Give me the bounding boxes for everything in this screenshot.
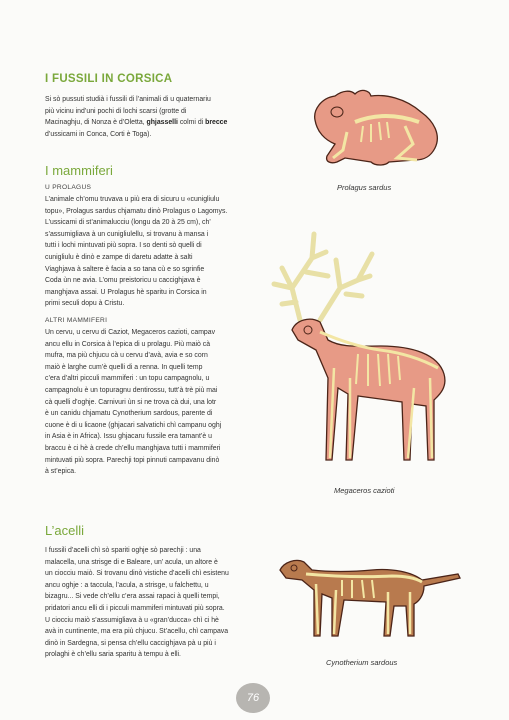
text-line: primi seculi dopu à Cristu. — [45, 300, 125, 308]
text-line: braccu è ci hè à crede ch’ellu manghjava tutti i mammiferi — [45, 444, 221, 452]
text-line: in Asia è in Africa). Issu ghjacaru fussile era tamant’è u — [45, 433, 212, 441]
text-line: maiò è larghe cum’è quelli di a renna. In quelli temp — [45, 363, 203, 371]
paragraph-acelli — [45, 545, 260, 661]
text-line: I fussili d’acelli chì sò spariti oghje sò parechji : una — [45, 547, 201, 554]
heading-mammiferi: I mammiferi — [45, 163, 113, 178]
subheading-altri-mammiferi: ALTRI MAMMIFERI — [45, 317, 108, 324]
text-line: s’assumigliava à un cunigliulellu, si trovanu à mansa i — [45, 230, 209, 238]
text-line: è un canidu chjamatu Cynotherium sardous, parente di — [45, 410, 213, 418]
text-line: Coda ùn ne avia. L’omu preistoricu u caccighjava è — [45, 277, 201, 285]
intro-line-1: Si sò pussuti studià i fussili di l’animali di u quaternariu — [45, 96, 211, 103]
intro-line-3: Macinaghju, di Nonza è d’Oletta, ghjasselli colmi di brecce — [45, 119, 228, 127]
text-line: U ciocciu maiò s’assumigliava à u «gran’ducca» chì ci hè — [45, 616, 219, 624]
heading-acelli: L’acelli — [45, 523, 85, 538]
caption-cynotherium: Cynotherium sardous — [326, 658, 398, 667]
cynotherium-skeleton-illustration — [272, 550, 467, 642]
text-line: prolaghi è ch’ellu saria sparitu à tempu à elli. — [45, 651, 181, 659]
megaceros-body — [292, 319, 445, 460]
intro-paragraph — [45, 94, 255, 140]
text-line: avà in cuntinente, ma era più chjucu. St’acellu, chì campava — [45, 628, 229, 636]
prolagus-body — [315, 90, 438, 165]
text-line: ancu ellu in Corsica à l’epica di u prolagu. Più maiò cà — [45, 340, 211, 348]
text-line: L’ussicami di st’animalucciu (longu da 20 à 25 cm), ch’ — [45, 219, 211, 227]
intro-bold-2: brecce — [205, 119, 228, 127]
text-line: dinò in Sardegna, si pensa ch’ellu caccighjava pà u più i — [45, 639, 216, 647]
text-line: un ciocciu maiò. Si trovanu dinò vistiche d’acelli chì esistenu — [45, 570, 229, 578]
intro-line-4: d’ussicami in Conca, Corti è Toga). — [45, 130, 152, 138]
cynotherium-body — [280, 560, 460, 636]
page-number: 76 — [236, 683, 270, 713]
caption-prolagus: Prolagus sardus — [337, 183, 392, 192]
text-line: Viaghjava à saltere è facia a so tana cù e so sgrinfie — [45, 265, 205, 273]
text-line: bizagru... Si vede ch’ellu c’era assai rapaci à quelli tempi, — [45, 593, 220, 601]
text-line: cà quelli d’oghje. Carnivuri ùn si ne trova cà dui, una lotr — [45, 398, 217, 406]
paragraph-altri-mammiferi — [45, 327, 260, 478]
text-line: L’animale ch’omu truvava u più era di sicuru u «cunigliulu — [45, 196, 220, 203]
intro-bold-1: ghjasselli — [146, 119, 178, 127]
text-line: à st’epica. — [45, 468, 77, 476]
megaceros-left-antler — [274, 234, 328, 320]
megaceros-right-antler — [320, 254, 372, 320]
caption-megaceros: Megaceros cazioti — [334, 486, 395, 495]
text-line: cuone è di u licaone (ghjacari salvatichi chì campanu oghj — [45, 421, 222, 429]
text-line: mintuvati più sopra. Parechji topi pinnuti campavanu dinò — [45, 456, 220, 464]
text-line: cunigliulu è dinò e zampe di daretu adatte à salti — [45, 253, 193, 261]
text-line: Un cervu, u cervu di Caziot, Megaceros cazioti, campav — [45, 329, 216, 336]
text-line: manghjava assai. U Prolagus hè sparitu in Corsica in — [45, 288, 207, 296]
paragraph-prolagus — [45, 194, 255, 310]
text-line: pridatori ancu elli di i picculi mammiferi mintuvati più sopra. — [45, 604, 225, 612]
prolagus-skeleton-illustration — [285, 82, 445, 177]
text-line: topu», Prolagus sardus chjamatu dinò Prolagus o Lagomys. — [45, 207, 228, 215]
text-line: tutti i lochi mintuvati più sopra. I so denti sò quelli di — [45, 242, 202, 250]
text-line: campagnolu è un topuragnu dentirossu, tutt’à trè più mai — [45, 386, 218, 394]
text-line: ancu oghje : a taccula, l’acula, a strisge, u falchettu, u — [45, 581, 209, 589]
text-line: mufra, ma più chjucu cà u cervu d’avà, avia e so corn — [45, 352, 208, 360]
text-line: c’era d’altri picculi mammiferi : un topu campagnolu, u — [45, 375, 210, 383]
text-line: malacella, una strisge di e Baleare, un’ acula, un altore è — [45, 558, 218, 566]
megaceros-skeleton-illustration — [262, 228, 462, 478]
subheading-prolagus: U PROLAGUS — [45, 184, 92, 191]
section-title: I FUSSILI IN CORSICA — [45, 73, 173, 85]
intro-line-2: più vicinu ind’uni pochi di lochi scarsi (grotte di — [45, 107, 187, 115]
